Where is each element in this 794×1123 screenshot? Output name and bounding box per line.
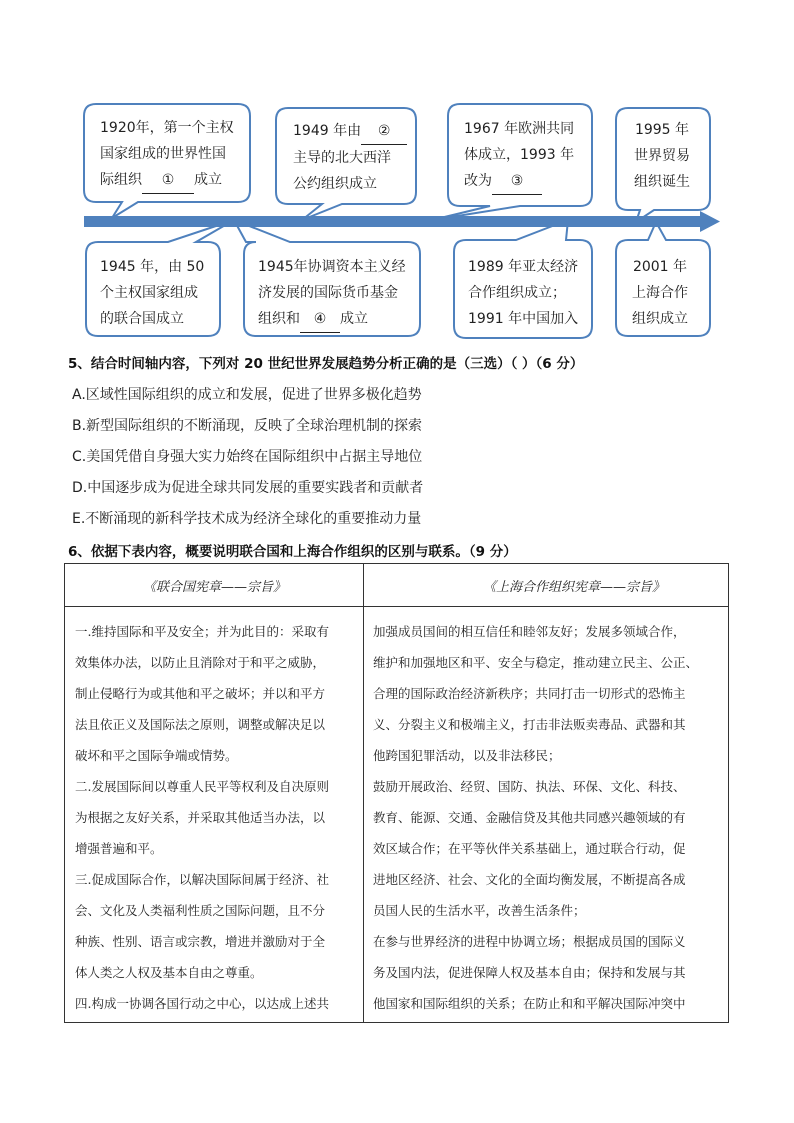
sco-line: 他国家和国际组织的关系；在防止和和平解决国际冲突中 <box>373 996 686 1011</box>
sco-line: 务及国内法，促进保障人权及基本自由；保持和发展与其 <box>373 965 686 980</box>
cell-un-purposes <box>75 616 357 1019</box>
option-b: B.新型国际组织的不断涌现，反映了全球治理机制的探索 <box>72 418 423 434</box>
timeline-diagram <box>0 0 794 345</box>
event-1945-imf-prefix: 组织和 <box>258 311 300 327</box>
sco-line: 效区域合作；在平等伙伴关系基础上，通过联合行动，促 <box>373 841 686 856</box>
event-1945-un-line1: 1945 年，由 50 <box>100 259 205 275</box>
event-1920-line1: 1920年，第一个主权 <box>100 120 234 136</box>
un-line: 为根据之友好关系，并采取其他适当办法，以 <box>75 810 326 825</box>
blank-3: ③ <box>492 168 542 195</box>
table-column-divider <box>363 564 364 1022</box>
event-1920-suffix: 成立 <box>194 172 222 188</box>
event-1949-line2: 主导的北大西洋 <box>293 150 391 166</box>
event-1945-un <box>100 254 204 332</box>
un-line: 体人类之人权及基本自由之尊重。 <box>75 965 263 980</box>
option-e: E.不断涌现的新科学技术成为经济全球化的重要推动力量 <box>72 511 422 527</box>
un-line: 四.构成一协调各国行动之中心，以达成上述共 <box>75 996 329 1011</box>
timeline-arrowhead <box>700 211 720 232</box>
un-line: 三.促成国际合作，以解决国际间属于经济、社 <box>75 872 329 887</box>
un-line: 法且依正义及国际法之原则，调整或解决足以 <box>75 717 326 732</box>
event-1967-line2: 体成立，1993 年 <box>464 147 575 163</box>
event-2001 <box>630 254 690 332</box>
sco-line: 合理的国际政治经济新秩序；共同打击一切形式的恐怖主 <box>373 686 686 701</box>
un-line: 效集体办法，以防止且消除对于和平之威胁， <box>75 655 326 670</box>
charter-comparison-table <box>64 563 729 1023</box>
event-1995-line2: 世界贸易 <box>634 148 690 164</box>
sco-line: 维护和加强地区和平、安全与稳定，推动建立民主、公正、 <box>373 655 699 670</box>
event-1989-line1: 1989 年亚太经济 <box>468 259 579 275</box>
un-line: 增强普遍和平。 <box>75 841 163 856</box>
event-1945-un-line2: 个主权国家组成 <box>100 285 198 301</box>
event-1945-imf-line2: 济发展的国际货币基金 <box>258 285 398 301</box>
question-6-title: 6、依据下表内容，概要说明联合国和上海合作组织的区别与联系。（9 分） <box>68 544 517 560</box>
un-line: 会、文化及人类福利性质之国际问题，且不分 <box>75 903 326 918</box>
event-1989 <box>468 254 578 332</box>
event-1949-prefix: 1949 年由 <box>293 123 362 139</box>
option-d: D.中国逐步成为促进全球共同发展的重要实践者和贡献者 <box>72 480 424 496</box>
event-2001-line3: 组织成立 <box>632 311 688 327</box>
event-1967-prefix: 改为 <box>464 173 492 189</box>
timeline-axis <box>84 216 702 227</box>
header-un-charter: 《联合国宪章——宗旨》 <box>143 580 287 595</box>
sco-line: 员国人民的生活水平，改善生活条件； <box>373 903 586 918</box>
event-1920-prefix: 际组织 <box>100 172 142 188</box>
event-2001-line2: 上海合作 <box>632 285 688 301</box>
cell-sco-purposes <box>373 616 725 1019</box>
sco-line: 进地区经济、社会、文化的全面均衡发展，不断提高各成 <box>373 872 686 887</box>
un-line: 破坏和平之国际争端或情势。 <box>75 748 238 763</box>
sco-line: 义、分裂主义和极端主义，打击非法贩卖毒品、武器和其 <box>373 717 686 732</box>
event-1995 <box>632 117 692 195</box>
blank-1: ① <box>142 167 194 194</box>
un-line: 二.发展国际间以尊重人民平等权利及自决原则 <box>75 779 329 794</box>
sco-line: 他跨国犯罪活动，以及非法移民； <box>373 748 561 763</box>
event-1989-line3: 1991 年中国加入 <box>468 311 579 327</box>
event-1995-line1: 1995 年 <box>634 122 690 138</box>
event-1945-imf-line1: 1945年协调资本主义经 <box>258 259 406 275</box>
event-1967-line1: 1967 年欧洲共同 <box>464 121 575 137</box>
event-1920-line2: 国家组成的世界性国 <box>100 146 226 162</box>
table-header-divider <box>65 606 728 607</box>
event-1920 <box>100 115 234 194</box>
header-sco-charter: 《上海合作组织宪章——宗旨》 <box>483 580 666 595</box>
question-5-title: 5、结合时间轴内容，下列对 20 世纪世界发展趋势分析正确的是（三选）（ ）（6 分） <box>68 356 584 372</box>
event-1989-line2: 合作组织成立； <box>468 285 566 301</box>
option-c: C.美国凭借自身强大实力始终在国际组织中占据主导地位 <box>72 449 423 465</box>
event-1945-un-line3: 的联合国成立 <box>100 311 184 327</box>
event-1995-line3: 组织诞生 <box>634 174 690 190</box>
event-2001-line1: 2001 年 <box>632 259 688 275</box>
blank-4: ④ <box>300 306 340 333</box>
event-1967 <box>464 116 574 195</box>
un-line: 一.维持国际和平及安全；并为此目的：采取有 <box>75 624 329 639</box>
option-a: A.区域性国际组织的成立和发展，促进了世界多极化趋势 <box>72 387 422 403</box>
event-1945-imf <box>258 254 406 333</box>
un-line: 种族、性别、语言或宗教，增进并激励对于全 <box>75 934 326 949</box>
sco-line: 在参与世界经济的进程中协调立场；根据成员国的国际义 <box>373 934 686 949</box>
event-1945-imf-suffix: 成立 <box>340 311 368 327</box>
sco-line: 教育、能源、交通、金融信贷及其他共同感兴趣领域的有 <box>373 810 686 825</box>
sco-line: 加强成员国间的相互信任和睦邻友好；发展多领域合作， <box>373 624 686 639</box>
blank-2: ② <box>361 118 407 145</box>
event-1949-line3: 公约组织成立 <box>293 176 377 192</box>
event-1949 <box>293 118 407 197</box>
un-line: 制止侵略行为或其他和平之破坏；并以和平方 <box>75 686 326 701</box>
sco-line: 鼓励开展政治、经贸、国防、执法、环保、文化、科技、 <box>373 779 686 794</box>
